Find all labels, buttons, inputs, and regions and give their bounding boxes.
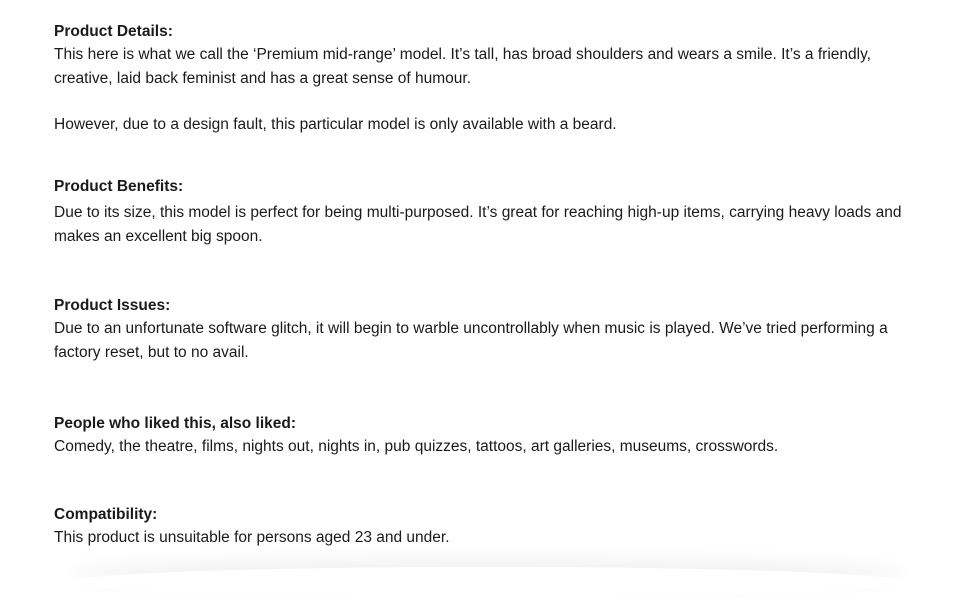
section-heading: Product Benefits:: [54, 178, 184, 195]
section-paragraph: Due to its size, this model is perfect for being multi-purposed. It’s great for reaching high-up items, carrying heavy loads and makes an excellent big spoon.: [54, 204, 902, 245]
section-paragraph: This product is unsuitable for persons aged 23 and under.: [54, 529, 450, 546]
section-product-issues: [54, 294, 924, 364]
section-paragraph: Due to an unfortunate software glitch, it will begin to warble uncontrollably when music is played. We’ve tried performing a factory reset, but to no avail.: [54, 320, 888, 361]
section-paragraph: However, due to a design fault, this particular model is only available with a beard.: [54, 116, 617, 133]
page-bottom-shadow: [70, 567, 906, 597]
section-product-details: [54, 20, 924, 137]
section-paragraph: This here is what we call the ‘Premium mid-range’ model. It’s tall, has broad shoulders and wears a smile. It’s a friendly, creative, laid back feminist and has a great sense of humour.: [54, 46, 871, 87]
section-paragraph: Comedy, the theatre, films, nights out, nights in, pub quizzes, tattoos, art galleries, museums, crosswords.: [54, 438, 779, 455]
section-heading: Compatibility:: [54, 506, 158, 523]
section-heading: Product Details:: [54, 23, 173, 40]
section-also-liked: [54, 412, 924, 459]
section-product-benefits: [54, 175, 924, 248]
section-heading: Product Issues:: [54, 297, 171, 314]
section-heading: People who liked this, also liked:: [54, 415, 297, 432]
section-compatibility: [54, 503, 924, 550]
